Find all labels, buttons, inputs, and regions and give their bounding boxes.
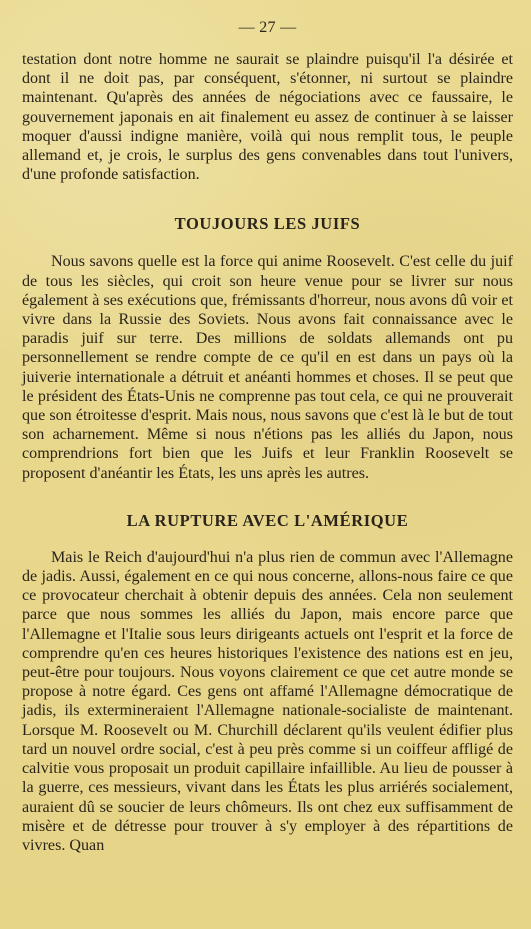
paragraph-la-rupture-avec-lamerique: Mais le Reich d'aujourd'hui n'a plus rien de commun avec l'Allemagne de jadis. Aussi, également en ce qui nous concerne, allons-nous faire ce que ce provocateur cherchait à obtenir depuis des années. Cela non seulement parce que nous sommes les alliés du Japon, mais encore parce que l'Allemagne et l'Italie sous leurs dirigeants actuels ont l'esprit et la force de comprendre qu'en ces heures historiques l'existence des nations est en jeu, peut-être pour toujours. Nous voyons clairement ce que cet autre monde se propose à notre égard. Ces gens ont affamé l'Allemagne démocratique de jadis, ils extermineraient l'Allemagne nationale-socialiste de maintenant. Lorsque M. Roosevelt ou M. Churchill déclarent qu'ils veulent édifier plus tard un nouvel ordre social, c'est à peu près comme si un coiffeur affligé de calvitie vous proposait un produit capillaire infaillible. Au lieu de pousser à la guerre, ces messieurs, vivant dans les États les plus arriérés socialement, auraient dû se soucier de leurs chômeurs. Ils ont chez eux suffisamment de misère et de détresse pour trouver à s'y employer à des répartitions de vivres. Quan bbox=[22, 548, 513, 854]
continuation-paragraph: testation dont notre homme ne saurait se plaindre puisqu'il l'a désirée et dont il ne doit pas, par conséquent, s'étonner, ni surtout se plaindre maintenant. Qu'après des années de négociations avec ce faussaire, le gouvernement japonais en ait finalement eu assez de continuer à se laisser moquer d'aussi indigne manière, voilà qui nous remplit tous, le peuple allemand et, je crois, le surplus des gens convenables dans tout l'univers, d'une profonde satisfaction. bbox=[22, 51, 513, 184]
paragraph-toujours-les-juifs: Nous savons quelle est la force qui anime Roosevelt. C'est celle du juif de tous les siècles, qui croit son heure venue pour se livrer sur nous également à ses exécutions que, frémissants d'horreur, nous avons dû voir et vivre dans la Russie des Soviets. Nous avons fait connaissance avec le paradis juif sur terre. Des millions de soldats allemands ont pu personnellement se rendre compte de ce qu'il en est dans un pays où la juiverie internationale a détruit et anéanti hommes et choses. Il se peut que le président des États-Unis ne comprenne pas tout cela, ce qui ne prouverait que son étroitesse d'esprit. Mais nous, nous savons que c'est là le but de tout son acharnement. Même si nous n'étions pas les alliés du Japon, nous comprendrions fort bien que les Juifs et leur Franklin Roosevelt se proposent d'anéantir les États, les uns après les autres. bbox=[22, 253, 513, 482]
page-number: — 27 — bbox=[238, 19, 297, 36]
section-heading-la-rupture-avec-lamerique: LA RUPTURE AVEC L'AMÉRIQUE bbox=[126, 510, 409, 530]
section-heading-toujours-les-juifs: TOUJOURS LES JUIFS bbox=[174, 214, 361, 234]
